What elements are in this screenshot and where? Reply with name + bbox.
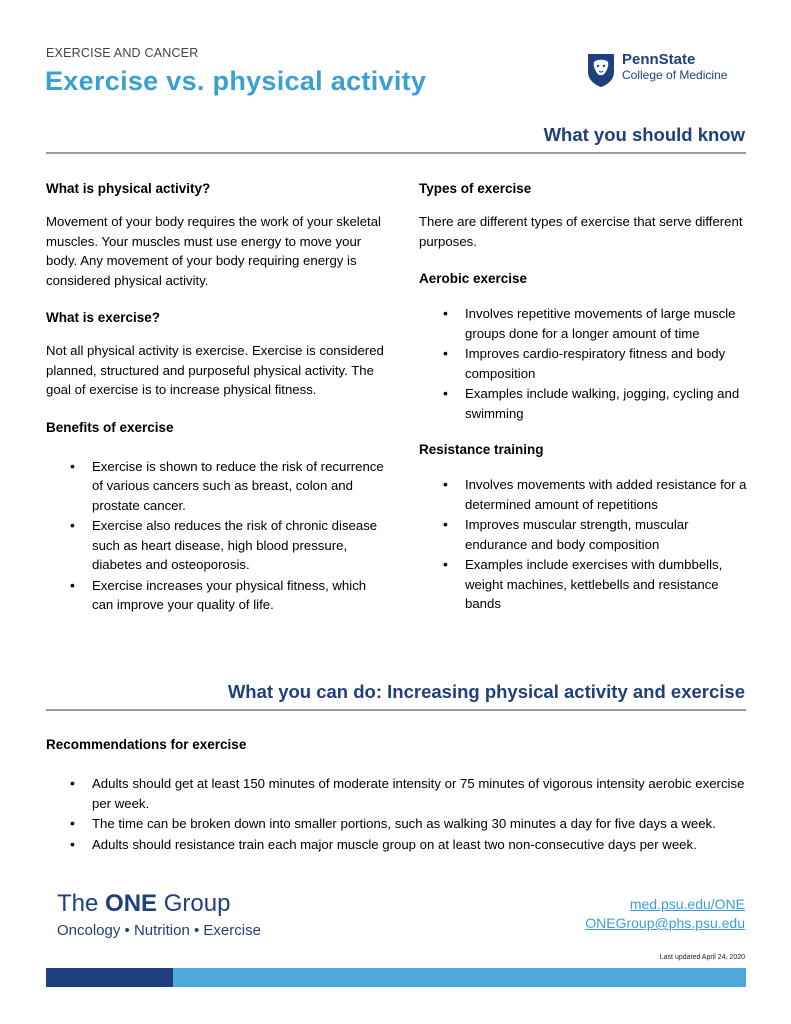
question-physical-activity: What is physical activity? xyxy=(46,181,211,196)
left-column xyxy=(46,179,386,616)
list-item: • Exercise also reduces the risk of chronic disease such as heart disease, high blood pressure, diabetes and osteoporosis. xyxy=(46,516,386,575)
brand-bold: ONE xyxy=(105,890,158,917)
recommendations-block xyxy=(46,735,756,855)
brand-prefix: The xyxy=(57,890,106,917)
list-item: • Adults should resistance train each major muscle group on at least two non-consecutive days per week. xyxy=(46,835,756,855)
exercise-body: Not all physical activity is exercise. Exercise is considered planned, structured and purposeful physical activity. The goal of exercise is to increase physical fitness. xyxy=(46,343,384,397)
aerobic-list xyxy=(419,304,749,423)
website-link[interactable]: med.psu.edu/ONE xyxy=(629,896,745,912)
last-updated: Last updated April 24, 2020 xyxy=(659,954,745,961)
types-title: Types of exercise xyxy=(419,181,532,196)
recommendations-title: Recommendations for exercise xyxy=(46,737,247,752)
aerobic-title: Aerobic exercise xyxy=(419,271,528,286)
document-kicker: EXERCISE AND CANCER xyxy=(46,46,199,60)
section-heading-know: What you should know xyxy=(543,124,745,145)
list-item: • Adults should get at least 150 minutes of moderate intensity or 75 minutes of vigorous intensity aerobic exercise per week. xyxy=(46,774,756,813)
list-item: • Examples include walking, jogging, cycling and swimming xyxy=(419,384,749,423)
one-group-tagline: Oncology • Nutrition • Exercise xyxy=(57,922,261,939)
right-column xyxy=(419,179,749,615)
list-item: • The time can be broken down into smaller portions, such as walking 30 minutes a day for five days a week. xyxy=(46,814,756,834)
section-divider xyxy=(46,152,746,154)
list-item: • Involves repetitive movements of large muscle groups done for a longer amount of time xyxy=(419,304,749,343)
logo-college: College of Medicine xyxy=(622,68,728,82)
email-link[interactable]: ONEGroup@phs.psu.edu xyxy=(585,915,745,931)
benefits-list xyxy=(46,457,386,615)
recommendations-list xyxy=(46,774,756,854)
brand-suffix: Group xyxy=(157,890,231,917)
question-exercise: What is exercise? xyxy=(46,310,161,325)
footer-bar-dark xyxy=(46,968,173,987)
list-item: • Improves muscular strength, muscular endurance and body composition xyxy=(419,515,749,554)
physical-activity-body: Movement of your body requires the work of your skeletal muscles. Your muscles must use energy to move your body. Any movement of your body requiring energy is considered physical activity. xyxy=(46,214,381,288)
list-item: • Exercise increases your physical fitness, which can improve your quality of life. xyxy=(46,576,386,615)
resistance-list xyxy=(419,475,749,614)
benefits-title: Benefits of exercise xyxy=(46,419,174,435)
list-item: • Improves cardio-respiratory fitness and body composition xyxy=(419,344,749,383)
types-body: There are different types of exercise that serve different purposes. xyxy=(419,214,743,249)
section-divider xyxy=(46,709,746,711)
logo-pennstate: PennState xyxy=(622,51,696,68)
footer-bar-light xyxy=(173,968,746,987)
list-item: • Involves movements with added resistance for a determined amount of repetitions xyxy=(419,475,749,514)
list-item: • Examples include exercises with dumbbells, weight machines, kettlebells and resistance bands xyxy=(419,555,749,614)
section-heading-can-do: What you can do: Increasing physical activity and exercise xyxy=(227,681,745,702)
one-group-brand xyxy=(57,890,230,918)
resistance-title: Resistance training xyxy=(419,442,544,457)
page-title: Exercise vs. physical activity xyxy=(45,66,427,96)
list-item: • Exercise is shown to reduce the risk of recurrence of various cancers such as breast, colon and prostate cancer. xyxy=(46,457,386,516)
nittany-lion-shield-icon xyxy=(586,52,616,88)
